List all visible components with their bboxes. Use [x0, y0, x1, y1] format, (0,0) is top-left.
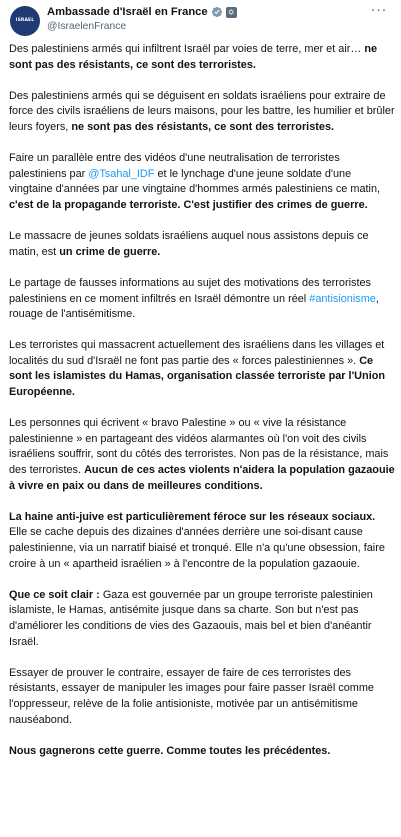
tweet-header: [0, 0, 401, 42]
text-segment: Les personnes qui écrivent « bravo Palestine » ou « vive la résistance palestinienne » en partageant des vidéos alarmantes où l'on voit des civils israéliens souffrir, sont du côtés des terroristes. Non pas de la résistance, mais des terroristes.: [9, 417, 389, 477]
name-row: [47, 5, 237, 19]
text-segment: Faire un parallèle entre des vidéos d'une neutralisation de terroristes palestiniens par: [9, 152, 340, 180]
tweet-paragraph: [9, 416, 395, 494]
flag-icon: ✡: [226, 7, 237, 18]
text-segment: Gaza est gouvernée par un groupe terroriste palestinien islamiste, le Hamas, antisémite jusque dans sa charte. Son but n'est pas d'améliorer les conditions de vies des Gazaouis, mais bel et bien d'anéantir Israël.: [9, 588, 373, 648]
more-horizontal-icon[interactable]: ···: [370, 1, 387, 18]
tweet-paragraph: [9, 510, 395, 572]
text-segment: Elle se cache depuis des dizaines d'années derrière une soi-disant cause palestinienne, via un narratif biaisé et tronqué. Elle n'a qu'une obsession, faire croire à un « apartheid israélien » à l'encontre de la population gazaouie.: [9, 526, 385, 570]
bold-text: c'est de la propagande terroriste. C'est justifier des crimes de guerre.: [9, 198, 368, 211]
tweet-paragraph: [9, 276, 395, 323]
tweet-paragraph: [9, 744, 395, 760]
tweet-paragraph: [9, 89, 395, 136]
tweet-paragraph: [9, 588, 395, 650]
text-segment: Les terroristes qui massacrent actuellement des israéliens dans les villages et localités du sud d'Israël ne font pas partie des « forces palestiniennes ».: [9, 339, 385, 367]
text-segment: et le lynchage d'une jeune soldate d'une vingtaine d'années par une vingtaine d'hommes armés palestiniens ce matin,: [9, 167, 381, 196]
text-segment: Le massacre de jeunes soldats israéliens auquel nous assistons depuis ce matin, est: [9, 230, 369, 258]
user-handle[interactable]: @IsraelenFrance: [47, 21, 127, 32]
avatar[interactable]: [10, 6, 40, 36]
tweet-paragraph: [9, 338, 395, 400]
verified-badge-icon: [211, 6, 223, 18]
bold-text: ne sont pas des résistants, ce sont des terroristes.: [9, 43, 378, 71]
tweet-paragraph: [9, 42, 395, 73]
bold-text: un crime de guerre.: [59, 245, 161, 258]
bold-text: Ce sont les islamistes du Hamas, organisation classée terroriste par l'Union Européenne.: [9, 354, 386, 399]
display-name[interactable]: Ambassade d'Israël en France: [47, 6, 208, 18]
tweet-paragraph: [9, 666, 395, 728]
mention-link[interactable]: @Tsahal_IDF: [88, 167, 155, 180]
bold-text: Aucun de ces actes violents n'aidera la population gazaouie à vivre en paix ou dans de meilleures conditions.: [9, 464, 395, 492]
text-segment: Le partage de fausses informations au sujet des motivations des terroristes palestiniens en ce moment infiltrés en Israël démontre un réel: [9, 276, 372, 305]
bold-text: Que ce soit clair :: [9, 588, 100, 601]
bold-text: Nous gagnerons cette guerre. Comme toutes les précédentes.: [9, 744, 331, 757]
text-segment: Des palestiniens armés qui infiltrent Israël par voies de terre, mer et air…: [9, 43, 365, 55]
hashtag-link[interactable]: #antisionisme: [309, 292, 376, 305]
text-segment: , rouage de l'antisémitisme.: [9, 292, 379, 321]
text-segment: Des palestiniens armés qui se déguisent en soldats israéliens pour extraire de force des civils israéliens de leurs maisons, pour les battre, les humilier et brûler leurs foyers,: [9, 89, 395, 133]
tweet-text: [9, 42, 395, 759]
text-segment: Essayer de prouver le contraire, essayer de faire de ces terroristes des résistants, essayer de manipuler les images pour faire passer Israël comme l'oppresseur, relève de la folie antisioniste, motivée par un antisémitisme nauséabond.: [9, 666, 374, 726]
tweet-paragraph: [9, 229, 395, 260]
tweet-paragraph: [9, 151, 395, 213]
bold-text: ne sont pas des résistants, ce sont des terroristes.: [71, 120, 335, 133]
bold-text: La haine anti-juive est particulièrement féroce sur les réseaux sociaux.: [9, 510, 376, 523]
avatar-logo-text: ISRAEL: [15, 18, 35, 24]
